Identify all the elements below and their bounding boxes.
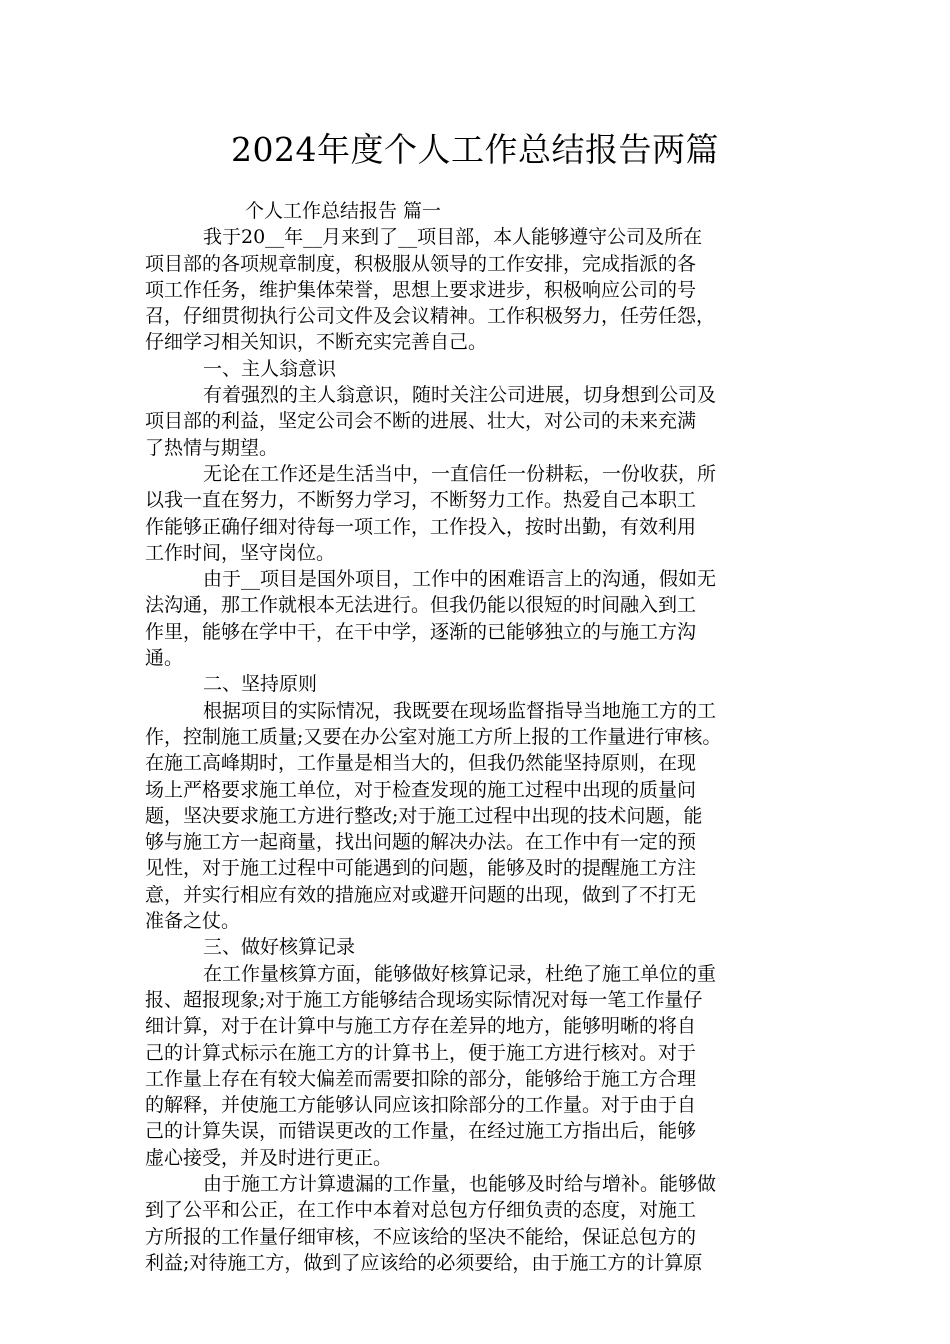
paragraph-line: 利益;对待施工方，做到了应该给的必须要给，由于施工方的计算原 <box>145 1251 703 1274</box>
paragraph-line: 己的计算失误，而错误更改的工作量，在经过施工方指出后，能够 <box>145 1120 697 1143</box>
paragraph-line: 细计算，对于在计算中与施工方存在差异的地方，能够明晰的将自 <box>145 1015 697 1038</box>
paragraph-line: 见性，对于施工过程中可能遇到的问题，能够及时的提醒施工方注 <box>145 857 697 880</box>
paragraph-line: 到了公平和公正，在工作中本着对总包方仔细负责的态度，对施工 <box>145 1199 697 1222</box>
paragraph-line: 场上严格要求施工单位，对于检查发现的施工过程中出现的质量问 <box>145 778 697 801</box>
paragraph-line: 虚心接受，并及时进行更正。 <box>145 1146 393 1169</box>
paragraph-line: 在施工高峰期时，工作量是相当大的，但我仍然能坚持原则，在现 <box>145 752 697 775</box>
paragraph-line: 方所报的工作量仔细审核，不应该给的坚决不能给，保证总包方的 <box>145 1225 697 1248</box>
section-heading: 三、做好核算记录 <box>203 936 356 959</box>
paragraph-line: 够与施工方一起商量，找出问题的解决办法。在工作中有一定的预 <box>145 831 697 854</box>
document-title: 2024年度个人工作总结报告两篇 <box>231 130 719 169</box>
document-subtitle: 个人工作总结报告 篇一 <box>245 200 442 222</box>
section-heading: 一、主人翁意识 <box>203 357 337 380</box>
paragraph-line: 工作时间，坚守岗位。 <box>145 541 336 564</box>
paragraph-line: 题，坚决要求施工方进行整改;对于施工过程中出现的技术问题，能 <box>145 804 703 827</box>
paragraph-line: 以我一直在努力，不断努力学习，不断努力工作。热爱自己本职工 <box>145 489 697 512</box>
paragraph-line: 项目部的利益，坚定公司会不断的进展、壮大，对公司的未来充满 <box>145 410 697 433</box>
paragraph-line: 作，控制施工质量;又要在办公室对施工方所上报的工作量进行审核。 <box>145 725 722 748</box>
paragraph-line: 报、超报现象;对于施工方能够结合现场实际情况对每一笔工作量仔 <box>145 988 703 1011</box>
paragraph-lines <box>145 224 825 1276</box>
paragraph-line: 作能够正确仔细对待每一项工作，工作投入，按时出勤，有效利用 <box>145 515 697 538</box>
paragraph-line: 通。 <box>145 647 184 670</box>
paragraph-line: 仔细学习相关知识，不断充实完善自己。 <box>145 331 488 354</box>
paragraph-line: 我于20__年__月来到了__项目部，本人能够遵守公司及所在 <box>203 226 703 249</box>
paragraph-line: 根据项目的实际情况，我既要在现场监督指导当地施工方的工 <box>203 699 717 722</box>
paragraph-line: 准备之仗。 <box>145 910 241 933</box>
paragraph-line: 有着强烈的主人翁意识，随时关注公司进展，切身想到公司及 <box>203 384 717 407</box>
section-heading: 二、坚持原则 <box>203 673 318 696</box>
paragraph-line: 了热情与期望。 <box>145 436 279 459</box>
paragraph-line: 项目部的各项规章制度，积极服从领导的工作安排，完成指派的各 <box>145 252 697 275</box>
paragraph-line: 法沟通，那工作就根本无法进行。但我仍能以很短的时间融入到工 <box>145 594 697 617</box>
paragraph-line: 无论在工作还是生活当中，一直信任一份耕耘，一份收获，所 <box>203 462 717 485</box>
paragraph-line: 项工作任务，维护集体荣誉，思想上要求进步，积极响应公司的号 <box>145 278 697 301</box>
paragraph-line: 由于__项目是国外项目，工作中的困难语言上的沟通，假如无 <box>203 568 717 591</box>
document-body <box>145 198 825 1276</box>
paragraph-line: 己的计算式标示在施工方的计算书上，便于施工方进行核对。对于 <box>145 1041 697 1064</box>
paragraph-line: 由于施工方计算遗漏的工作量，也能够及时给与增补。能够做 <box>203 1172 717 1195</box>
paragraph-line: 在工作量核算方面，能够做好核算记录，杜绝了施工单位的重 <box>203 962 717 985</box>
paragraph-line: 意，并实行相应有效的措施应对或避开问题的出现，做到了不打无 <box>145 883 697 906</box>
paragraph-line: 作里，能够在学中干，在干中学，逐渐的已能够独立的与施工方沟 <box>145 620 697 643</box>
paragraph-line: 的解释，并使施工方能够认同应该扣除部分的工作量。对于由于自 <box>145 1094 697 1117</box>
paragraph-line: 工作量上存在有较大偏差而需要扣除的部分，能够给于施工方合理 <box>145 1067 697 1090</box>
paragraph-line: 召，仔细贯彻执行公司文件及会议精神。工作积极努力，任劳任怨， <box>145 305 716 328</box>
